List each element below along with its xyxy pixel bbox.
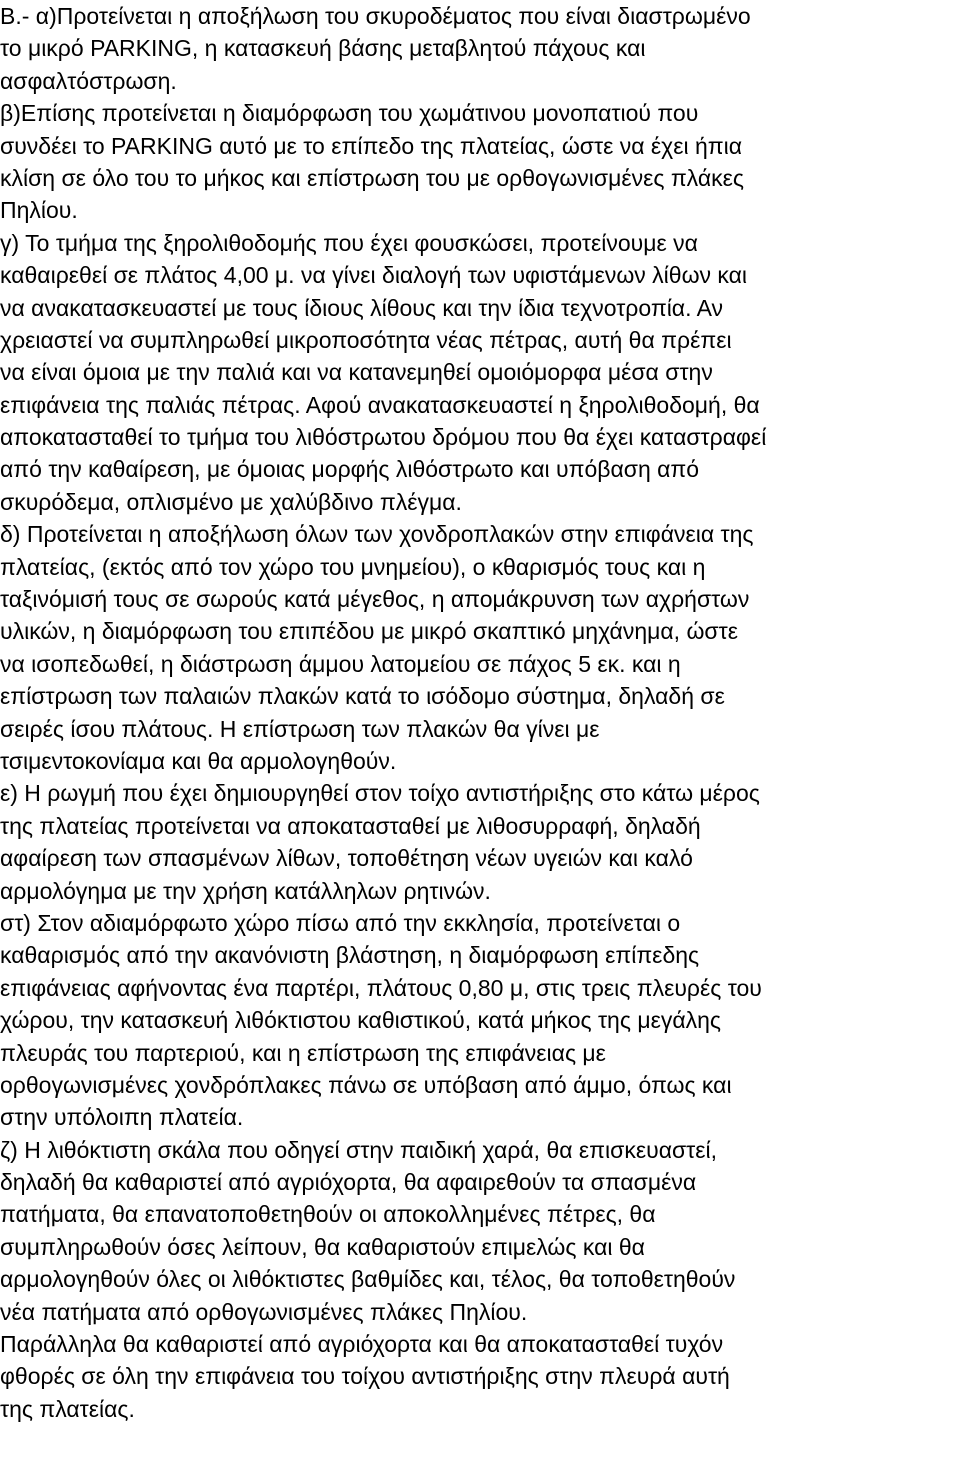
text-line: χρειαστεί να συμπληρωθεί μικροποσότητα νέας πέτρας, αυτή θα πρέπει (0, 326, 732, 353)
text-line: αρμολογηθούν όλες οι λιθόκτιστες βαθμίδες και, τέλος, θα τοποθετηθούν (0, 1266, 736, 1293)
text-line: καθαιρεθεί σε πλάτος 4,00 μ. να γίνει διαλογή των υφιστάμενων λίθων και (0, 262, 748, 289)
text-line: συμπληρωθούν όσες λείπουν, θα καθαριστούν επιμελώς και θα (0, 1233, 645, 1260)
text-line: να ισοπεδωθεί, η διάστρωση άμμου λατομείου σε πάχος 5 εκ. και η (0, 650, 681, 677)
text-line: Παράλληλα θα καθαριστεί από αγριόχορτα και θα αποκατασταθεί τυχόν (0, 1331, 724, 1358)
text-line: Β.- α)Προτείνεται η αποξήλωση του σκυροδέματος που είναι διαστρωμένο (0, 3, 751, 29)
text-line: υλικών, η διαμόρφωση του επιπέδου με μικρό σκαπτικό μηχάνημα, ώστε (0, 618, 738, 645)
text-line: από την καθαίρεση, με όμοιας μορφής λιθόστρωτο και υπόβαση από (0, 456, 700, 483)
text-line: ταξινόμισή τους σε σωρούς κατά μέγεθος, η απομάκρυνση των αχρήστων (0, 586, 750, 613)
text-line: ορθογωνισμένες χονδρόπλακες πάνω σε υπόβαση από άμμο, όπως και (0, 1071, 732, 1098)
text-line: αφαίρεση των σπασμένων λίθων, τοποθέτηση νέων υγειών και καλό (0, 845, 693, 872)
text-line: δ) Προτείνεται η αποξήλωση όλων των χονδροπλακών στην επιφάνεια της (0, 521, 754, 548)
text-line: να είναι όμοια με την παλιά και να κατανεμηθεί ομοιόμορφα μέσα στην (0, 359, 713, 386)
text-line: στ) Στον αδιαμόρφωτο χώρο πίσω από την εκκλησία, προτείνεται ο (0, 909, 681, 936)
text-line: στην υπόλοιπη πλατεία. (0, 1104, 244, 1131)
text-line: δηλαδή θα καθαριστεί από αγριόχορτα, θα αφαιρεθούν τα σπασμένα (0, 1169, 697, 1196)
text-line: γ) Το τμήμα της ξηρολιθοδομής που έχει φουσκώσει, προτείνουμε να (0, 229, 698, 256)
text-line: πλατείας, (εκτός από τον χώρο του μνημείου), ο κθαρισμός τους και η (0, 553, 706, 580)
text-line: ε) Η ρωγμή που έχει δημιουργηθεί στον τοίχο αντιστήριξης στο κάτω μέρος (0, 780, 760, 807)
text-line: της πλατείας. (0, 1395, 135, 1422)
text-line: σειρές ίσου πλάτους. Η επίστρωση των πλακών θα γίνει με (0, 715, 600, 742)
text-line: ασφαλτόστρωση. (0, 67, 177, 94)
text-line: κλίση σε όλο του το μήκος και επίστρωση του με ορθογωνισμένες πλάκες (0, 164, 744, 191)
text-line: επιφάνειας αφήνοντας ένα παρτέρι, πλάτους 0,80 μ, στις τρεις πλευρές του (0, 974, 762, 1001)
text-line: νέα πατήματα από ορθογωνισμένες πλάκες Πηλίου. (0, 1298, 528, 1325)
text-line: Πηλίου. (0, 197, 78, 224)
text-line: αρμολόγημα με την χρήση κατάλληλων ρητινών. (0, 877, 491, 904)
text-line: ζ) Η λιθόκτιστη σκάλα που οδηγεί στην παιδική χαρά, θα επισκευαστεί, (0, 1136, 718, 1163)
text-line: τσιμεντοκονίαμα και θα αρμολογηθούν. (0, 747, 397, 774)
text-line: σκυρόδεμα, οπλισμένο με χαλύβδινο πλέγμα. (0, 488, 462, 515)
text-line: πλευράς του παρτεριού, και η επίστρωση της επιφάνειας με (0, 1039, 606, 1066)
text-line: να ανακατασκευαστεί με τους ίδιους λίθους και την ίδια τεχνοτροπία. Αν (0, 294, 724, 321)
text-line: συνδέει το PARKING αυτό με το επίπεδο της πλατείας, ώστε να έχει ήπια (0, 132, 743, 159)
text-line: το μικρό PARKING, η κατασκευή βάσης μεταβλητού πάχους και (0, 35, 646, 62)
text-line: β)Επίσης προτείνεται η διαμόρφωση του χωμάτινου μονοπατιού που (0, 100, 699, 127)
text-line: καθαρισμός από την ακανόνιστη βλάστηση, η διαμόρφωση επίπεδης (0, 942, 700, 969)
text-line: της πλατείας προτείνεται να αποκατασταθεί με λιθοσυρραφή, δηλαδή (0, 812, 701, 839)
text-line: χώρου, την κατασκευή λιθόκτιστου καθιστικού, κατά μήκος της μεγάλης (0, 1007, 721, 1034)
text-line: επιφάνεια της παλιάς πέτρας. Αφού ανακατασκευαστεί η ξηρολιθοδομή, θα (0, 391, 760, 418)
text-line: φθορές σε όλη την επιφάνεια του τοίχου αντιστήριξης στην πλευρά αυτή (0, 1363, 730, 1390)
text-line: αποκατασταθεί το τμήμα του λιθόστρωτου δρόμου που θα έχει καταστραφεί (0, 424, 767, 451)
text-line: επίστρωση των παλαιών πλακών κατά το ισόδομο σύστημα, δηλαδή σε (0, 683, 725, 710)
text-line: πατήματα, θα επανατοποθετηθούν οι αποκολλημένες πέτρες, θα (0, 1201, 656, 1228)
